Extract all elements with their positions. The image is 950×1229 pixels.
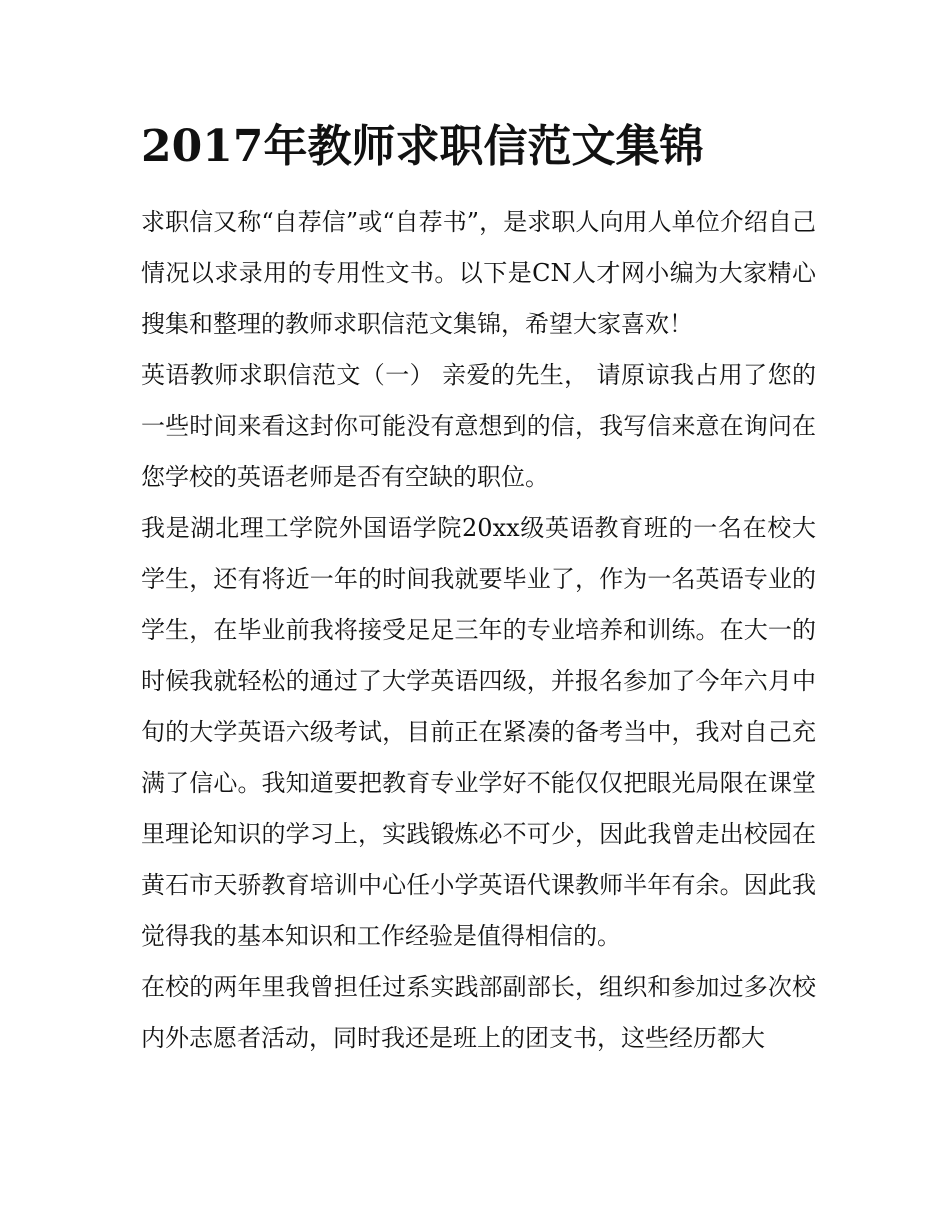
background-paragraph: 我是湖北理工学院外国语学院20xx级英语教育班的一名在校大学生，还有将近一年的时间我就要毕业了，作为一名英语专业的学生，在毕业前我将接受足足三年的专业培养和训练。在大一的时候我就轻松的通过了大学英语四级，并报名参加了今年六月中旬的大学英语六级考试，目前正在紧凑的备考当中，我对自己充满了信心。我知道要把教育专业学好不能仅仅把眼光局限在课堂里理论知识的学习上，实践锻炼必不可少，因此我曾走出校园在黄石市天骄教育培训中心任小学英语代课教师半年有余。因此我觉得我的基本知识和工作经验是值得相信的。 [141, 514, 816, 950]
document-body [141, 117, 816, 1064]
document-title: 2017年教师求职信范文集锦 [141, 121, 704, 172]
letter-opening-paragraph: 英语教师求职信范文（一） 亲爱的先生， 请原谅我占用了您的一些时间来看这封你可能没有意想到的信，我写信来意在询问在您学校的英语老师是否有空缺的职位。 [141, 361, 816, 491]
experience-paragraph: 在校的两年里我曾担任过系实践部副部长，组织和参加过多次校内外志愿者活动，同时我还是班上的团支书，这些经历都大 [141, 973, 816, 1052]
intro-paragraph: 求职信又称“自荐信”或“自荐书”，是求职人向用人单位介绍自己情况以求录用的专用性文书。以下是CN人才网小编为大家精心搜集和整理的教师求职信范文集锦，希望大家喜欢！ [141, 208, 816, 338]
